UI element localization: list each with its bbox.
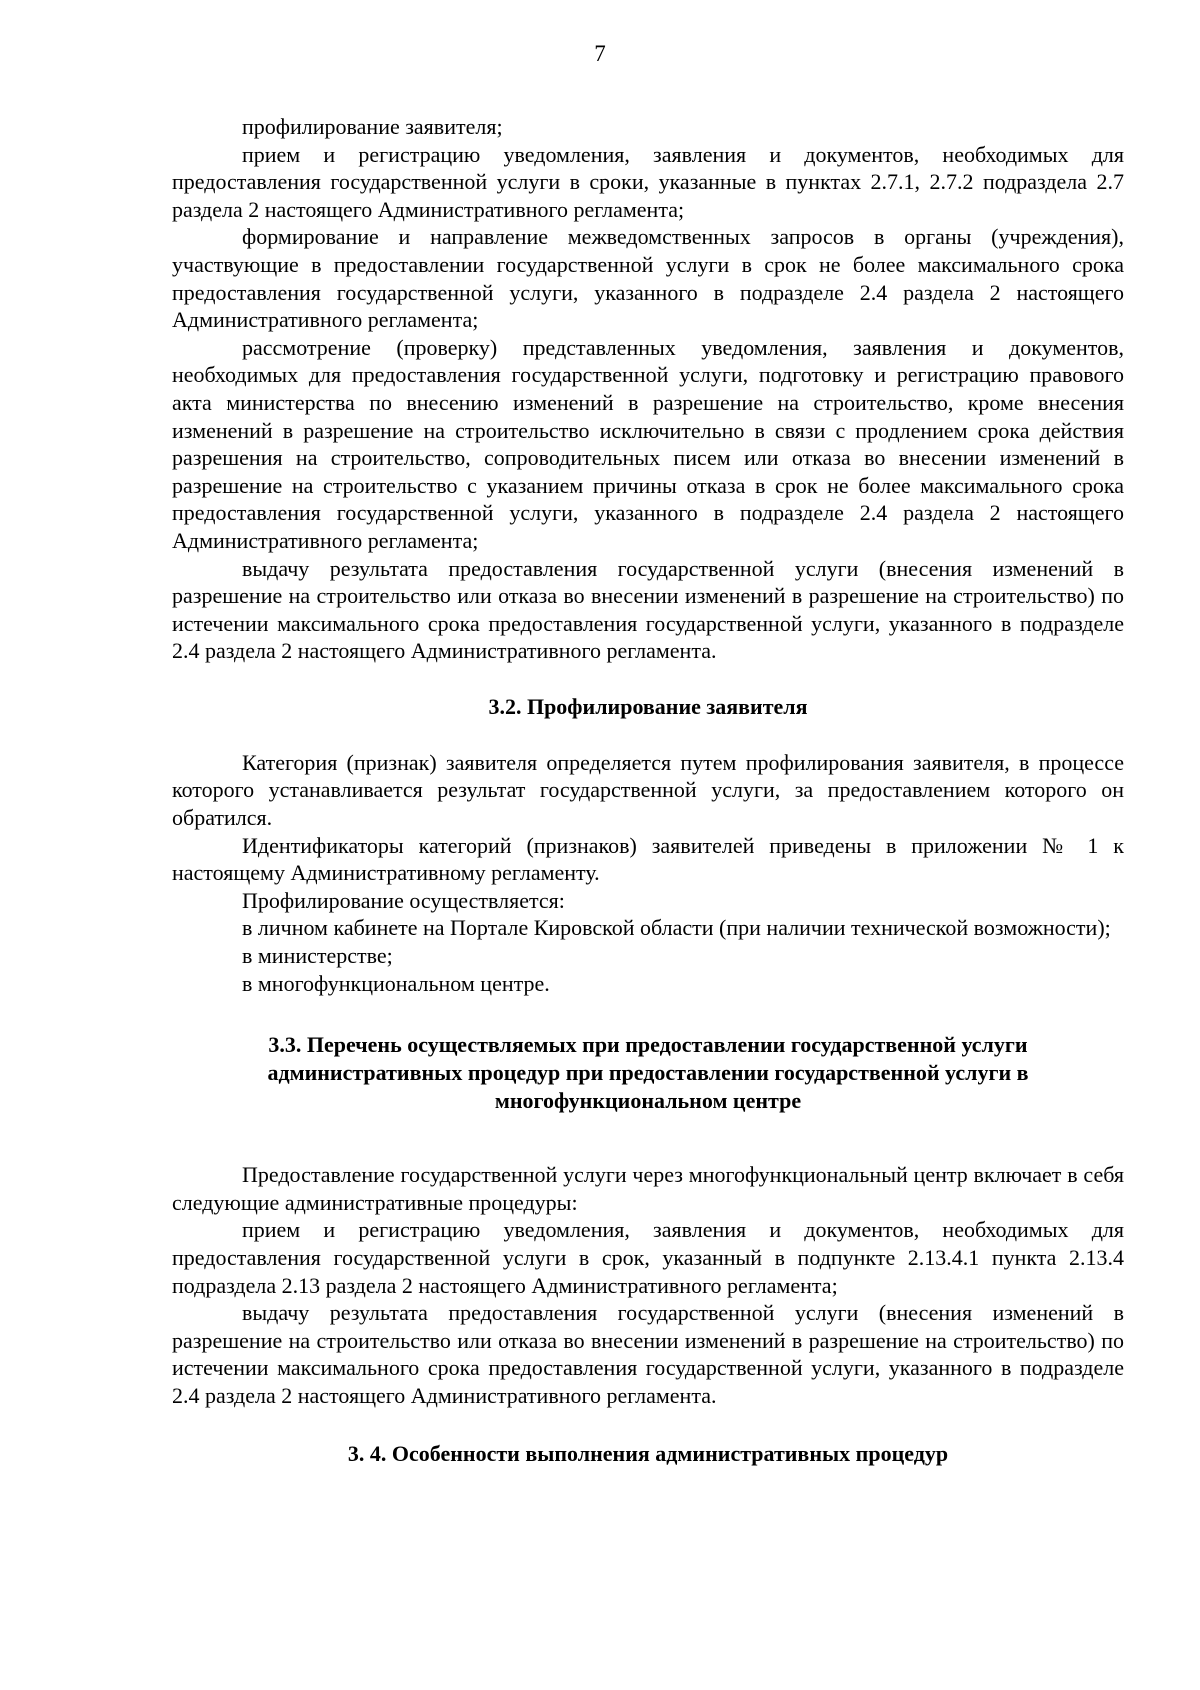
list-item-mfc: в многофункциональном центре. [242,970,550,996]
heading-3-3-line-3: многофункциональном центре [494,1088,802,1114]
heading-3-3-line-1: 3.3. Перечень осуществляемых при предоставлении государственной услуги [268,1032,1028,1058]
paragraph-mfc-issuance: выдачу результата предоставления государственной услуги (внесения изменений в разрешение на строительство или отказа во внесении изменений в разрешение на строительство) по истечении максимального срока предоставления государственной услуги, указанного в подразделе 2.4 раздела 2 настоящего Административного регламента. [172,1300,1124,1408]
document-body [172,113,1124,1468]
paragraph-category: Категория (признак) заявителя определяется путем профилирования заявителя, в процессе которого устанавливается результат государственной услуги, за предоставлением которого он обратился. [172,749,1124,831]
list-item-portal: в личном кабинете на Портале Кировской области (при наличии технической возможности); [242,915,1111,941]
heading-3-4: 3. 4. Особенности выполнения административных процедур [347,1440,949,1466]
paragraph-profiling-carried-out: Профилирование осуществляется: [242,887,565,913]
paragraph-mfc-reception: прием и регистрацию уведомления, заявления и документов, необходимых для предоставления государственной услуги в срок, указанный в подпункте 2.13.4.1 пункта 2.13.4 подраздела 2.13 раздела 2 настоящего Административного регламента; [172,1217,1124,1298]
paragraph-interagency-requests: формирование и направление межведомственных запросов в органы (учреждения), участвующие в предоставлении государственной услуги в срок не более максимального срока предоставления государственной услуги, указанного в подразделе 2.4 раздела 2 настоящего Административного регламента; [172,224,1124,333]
list-item-ministry: в министерстве; [242,943,393,969]
heading-3-3-line-2: административных процедур при предоставлении государственной услуги в [267,1060,1029,1086]
paragraph-review: рассмотрение (проверку) представленных уведомления, заявления и документов, необходимых для предоставления государственной услуги, подготовку и регистрацию правового акта министерства по внесению изменений в разрешение на строительство, кроме внесения изменений в разрешение на строительство исключительно в связи с продлением срока действия разрешения на строительство, сопроводительных писем или отказа во внесении изменений в разрешение на строительство с указанием причины отказа в срок не более максимального срока предоставления государственной услуги, указанного в подразделе 2.4 раздела 2 настоящего Административного регламента; [172,334,1124,553]
page-number: 7 [594,41,606,66]
paragraph-profiling: профилирование заявителя; [242,114,503,139]
paragraph-identifiers: Идентификаторы категорий (признаков) заявителей приведены в приложении № 1 к настоящему Административному регламенту. [172,832,1124,886]
paragraph-mfc-procedures: Предоставление государственной услуги через многофункциональный центр включает в себя следующие административные процедуры: [172,1162,1124,1215]
paragraph-issuance: выдачу результата предоставления государственной услуги (внесения изменений в разрешение на строительство или отказа во внесении изменений в разрешение на строительство) по истечении максимального срока предоставления государственной услуги, указанного в подразделе 2.4 раздела 2 настоящего Административного регламента. [172,555,1124,664]
paragraph-reception: прием и регистрацию уведомления, заявления и документов, необходимых для предоставления государственной услуги в сроки, указанные в пунктах 2.7.1, 2.7.2 подраздела 2.7 раздела 2 настоящего Административного регламента; [172,141,1124,222]
heading-3-2: 3.2. Профилирование заявителя [488,693,808,719]
